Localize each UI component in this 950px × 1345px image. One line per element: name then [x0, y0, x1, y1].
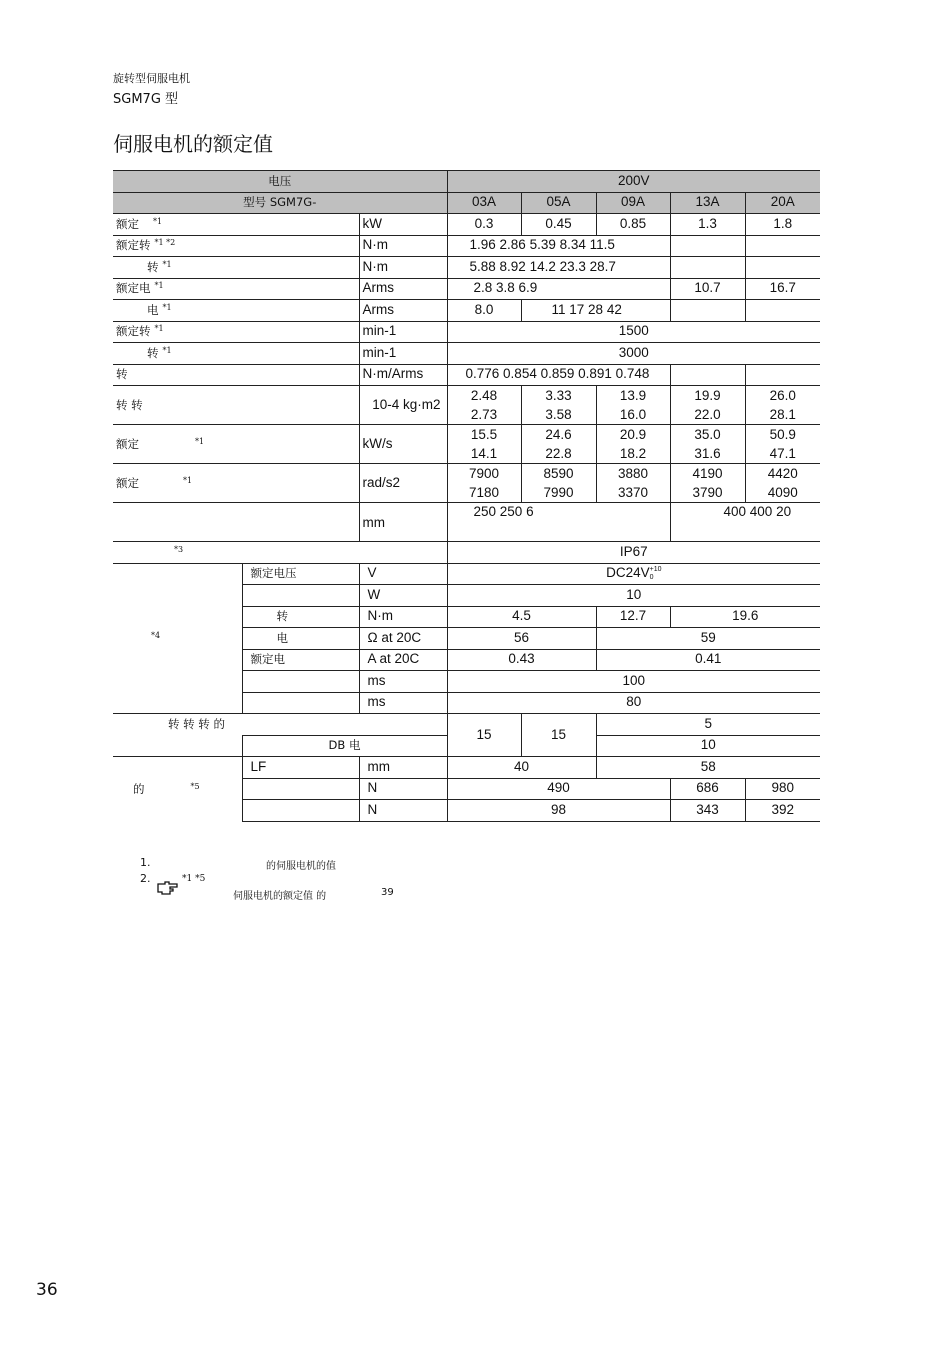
note-2-marks: *1 *5 — [182, 874, 206, 884]
values-text: 11 17 28 42 — [521, 300, 670, 322]
footnote-mark: *1 — [154, 324, 164, 334]
model-05a: 05A — [521, 192, 596, 214]
lf-label: LF — [242, 757, 359, 779]
radial-value-1: 490 — [447, 778, 670, 800]
value-05a: 24.6 22.8 — [521, 425, 596, 464]
page-number: 36 — [36, 1280, 58, 1300]
brake-torque-3: 19.6 — [670, 606, 820, 628]
brake-label — [242, 671, 359, 693]
unit: N·m — [359, 606, 447, 628]
values-left: 250 250 6 — [447, 503, 670, 542]
unit: N·m/Arms — [359, 364, 447, 386]
value-05a: 8590 7990 — [521, 464, 596, 503]
row-label: 转 — [147, 259, 159, 274]
footnote-mark: *1 — [162, 302, 172, 312]
values-text: 2.8 3.8 6.9 — [447, 278, 670, 300]
unit: N — [359, 778, 447, 800]
unit: rad/s2 — [359, 464, 447, 503]
value-13a: 19.9 22.0 — [670, 386, 745, 425]
footnote-mark: *3 — [174, 544, 184, 554]
voltage-label: 电压 — [113, 171, 447, 193]
model-03a: 03A — [447, 192, 521, 214]
radial-value-3: 980 — [745, 778, 820, 800]
brake-torque-2: 12.7 — [596, 606, 670, 628]
row-protection — [113, 542, 820, 564]
row-rated-current — [113, 278, 820, 300]
footnote-mark: *1 *2 — [154, 238, 176, 248]
unit: N·m — [359, 257, 447, 279]
value-13a: 1.3 — [670, 214, 745, 236]
unit: Ω at 20C — [359, 628, 447, 650]
row-rated-output — [113, 214, 820, 236]
row-label: 转 转 — [113, 386, 359, 425]
row-label: 额定电 — [116, 281, 151, 296]
footnote-mark: *1 — [183, 475, 193, 485]
brake-row-voltage — [113, 563, 820, 585]
model-09a: 09A — [596, 192, 670, 214]
brake-label: 额定电压 — [242, 563, 359, 585]
brake-label: 电 — [242, 628, 359, 650]
values-text: 0.776 0.854 0.859 0.891 0.748 — [447, 364, 670, 386]
unit: ms — [359, 671, 447, 693]
value-03a: 8.0 — [447, 300, 521, 322]
footnote-mark: *1 — [154, 281, 164, 291]
value-13a: 35.0 31.6 — [670, 425, 745, 464]
unit: min-1 — [359, 343, 447, 365]
brake-label — [242, 692, 359, 714]
row-rotor-inertia — [113, 386, 820, 425]
lf-value-2: 58 — [596, 757, 820, 779]
brake-label — [242, 585, 359, 607]
footnote-mark: *1 — [162, 345, 172, 355]
value-09a: 20.9 18.2 — [596, 425, 670, 464]
value-03a: 15.5 14.1 — [447, 425, 521, 464]
value-05a: 0.45 — [521, 214, 596, 236]
unit: W — [359, 585, 447, 607]
value-top: 5 — [596, 714, 820, 736]
value-03a: 2.48 2.73 — [447, 386, 521, 425]
note-2-number: 2. — [140, 872, 151, 885]
row-label: 的 — [133, 781, 145, 796]
radial-value-2: 686 — [670, 778, 745, 800]
note-1-number: 1. — [140, 856, 151, 869]
value-13a: 4190 3790 — [670, 464, 745, 503]
row-label: 额定转 — [116, 238, 151, 253]
row-heatsink — [113, 503, 820, 542]
row-torque-constant — [113, 364, 820, 386]
header-row-voltage — [113, 171, 820, 193]
values-text: 1.96 2.86 5.39 8.34 11.5 — [447, 235, 670, 257]
model-13a: 13A — [670, 192, 745, 214]
row-label: 转 — [113, 364, 359, 386]
row-max-speed — [113, 343, 820, 365]
thrust-value-2: 343 — [670, 800, 745, 822]
brake-label: 转 — [242, 606, 359, 628]
value-13a: 10.7 — [670, 278, 745, 300]
value-05a: 15 — [521, 714, 596, 757]
brake-voltage: DC24V+10 0 — [447, 563, 820, 585]
brake-engage-time: 100 — [447, 671, 820, 693]
voltage-value: 200V — [447, 171, 820, 193]
brake-resistance-2: 59 — [596, 628, 820, 650]
row-label: 转 — [147, 345, 159, 360]
unit: Arms — [359, 300, 447, 322]
brake-torque-1: 4.5 — [447, 606, 596, 628]
row-label: 额定 — [116, 475, 139, 490]
row-rated-power-rate — [113, 425, 820, 464]
value-20a: 16.7 — [745, 278, 820, 300]
footnote-mark: *1 — [195, 436, 205, 446]
row-max-current — [113, 300, 820, 322]
unit: min-1 — [359, 321, 447, 343]
pointing-hand-icon — [157, 881, 179, 895]
row-rated-torque — [113, 235, 820, 257]
value-03a: 0.3 — [447, 214, 521, 236]
note-2-page[interactable]: 39 — [381, 887, 394, 898]
header-row-model — [113, 192, 820, 214]
unit: mm — [359, 757, 447, 779]
note-2-text: 伺服电机的额定值 的 — [233, 891, 327, 902]
note-1-text: 的伺服电机的值 — [266, 861, 336, 872]
unit: mm — [359, 503, 447, 542]
value-09a: 13.9 16.0 — [596, 386, 670, 425]
row-load-lf — [113, 757, 820, 779]
row-inertia-ratio — [113, 714, 820, 736]
unit: kW/s — [359, 425, 447, 464]
footnote-mark: *4 — [151, 630, 161, 640]
unit: N — [359, 800, 447, 822]
model-20a: 20A — [745, 192, 820, 214]
unit: ms — [359, 692, 447, 714]
values-text: 5.88 8.92 14.2 23.3 28.7 — [447, 257, 670, 279]
value-all: 3000 — [447, 343, 820, 365]
model-label: 型号 SGM7G- — [113, 192, 447, 214]
db-label: DB 电 — [242, 735, 447, 757]
value-09a: 3880 3370 — [596, 464, 670, 503]
row-label: 额定转 — [116, 324, 151, 339]
brake-label: 额定电 — [242, 649, 359, 671]
value-all: 1500 — [447, 321, 820, 343]
brake-resistance-1: 56 — [447, 628, 596, 650]
value-20a: 1.8 — [745, 214, 820, 236]
lf-value-1: 40 — [447, 757, 596, 779]
spec-table — [113, 170, 820, 822]
thrust-value-1: 98 — [447, 800, 670, 822]
protection-value: IP67 — [447, 542, 820, 564]
value-05a: 3.33 3.58 — [521, 386, 596, 425]
footnote-mark: *1 — [162, 259, 172, 269]
value-bottom: 10 — [596, 735, 820, 757]
footnote-mark: *5 — [190, 781, 200, 791]
row-label: 电 — [147, 302, 159, 317]
row-rated-speed — [113, 321, 820, 343]
value-20a: 26.0 28.1 — [745, 386, 820, 425]
value-03a: 15 — [447, 714, 521, 757]
values-right: 400 400 20 — [670, 503, 820, 542]
row-label: 转 转 转 的 — [113, 714, 447, 736]
brake-release-time: 80 — [447, 692, 820, 714]
row-label: 额定 — [116, 216, 139, 231]
value-20a: 4420 4090 — [745, 464, 820, 503]
row-max-torque — [113, 257, 820, 279]
brake-current-1: 0.43 — [447, 649, 596, 671]
unit: 10-4 kg·m2 — [359, 386, 447, 425]
value-03a: 7900 7180 — [447, 464, 521, 503]
value-20a: 50.9 47.1 — [745, 425, 820, 464]
row-rated-angular-accel — [113, 464, 820, 503]
footnote-mark: *1 — [153, 216, 163, 226]
row-label: 额定 — [116, 436, 139, 451]
page-title: 伺服电机的额定值 — [113, 132, 273, 156]
unit: A at 20C — [359, 649, 447, 671]
thrust-value-3: 392 — [745, 800, 820, 822]
value-09a: 0.85 — [596, 214, 670, 236]
brake-current-2: 0.41 — [596, 649, 820, 671]
header-category: 旋转型伺服电机 — [113, 72, 190, 85]
unit: N·m — [359, 235, 447, 257]
header-model: SGM7G 型 — [113, 92, 179, 107]
brake-power: 10 — [447, 585, 820, 607]
unit: Arms — [359, 278, 447, 300]
unit: V — [359, 563, 447, 585]
unit: kW — [359, 214, 447, 236]
